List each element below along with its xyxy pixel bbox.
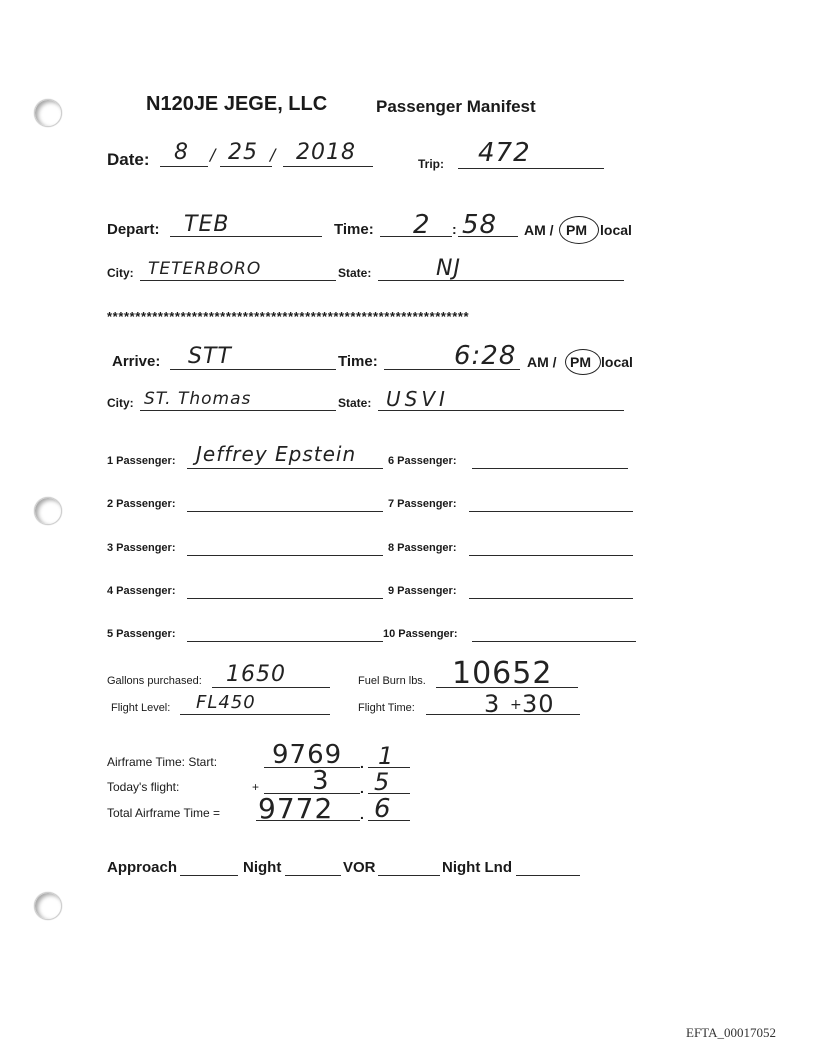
passenger-1-line [187, 468, 383, 469]
passenger-10-line [472, 641, 636, 642]
binder-hole-bottom [34, 892, 62, 920]
passenger-8-line [469, 555, 633, 556]
passenger-7-label: 7 Passenger: [388, 498, 457, 510]
flight-time-separator: + [510, 697, 523, 713]
arrive-am-option: AM / [527, 354, 557, 370]
total-airframe-label: Total Airframe Time = [107, 806, 221, 820]
total-airframe-dot: . [360, 806, 364, 822]
depart-pm-option: PM [566, 222, 587, 238]
passenger-6-label: 6 Passenger: [388, 455, 457, 467]
passenger-10-label: 10 Passenger: [383, 628, 458, 640]
date-month-line [160, 166, 208, 167]
vor-line [378, 875, 440, 876]
gallons-line [212, 687, 330, 688]
arrive-state-value: USVI [386, 387, 449, 411]
todays-flight-decimal: 5 [374, 768, 391, 796]
arrive-value: STT [188, 344, 232, 369]
passenger-1-label: 1 Passenger: [107, 455, 176, 467]
passenger-5-line [187, 641, 383, 642]
passenger-1-value: Jeffrey Epstein [196, 442, 357, 466]
arrive-line [170, 369, 336, 370]
depart-state-label: State: [338, 266, 372, 280]
depart-am-option: AM / [524, 222, 554, 238]
arrive-city-value: ST. Thomas [144, 389, 252, 409]
night-label: Night [243, 859, 282, 876]
binder-hole-top [34, 99, 62, 127]
todays-flight-plus: + [252, 780, 260, 794]
airframe-start-decimal: 1 [378, 742, 395, 770]
date-year-line [283, 166, 373, 167]
section-separator: **************************************************************** [107, 309, 470, 324]
binder-hole-middle [34, 497, 62, 525]
arrive-time-label: Time: [338, 353, 378, 370]
total-airframe-whole: 9772 [258, 792, 334, 825]
night-lnd-label: Night Lnd [442, 859, 512, 876]
document-id: EFTA_00017052 [686, 1025, 776, 1040]
passenger-2-label: 2 Passenger: [107, 498, 176, 510]
depart-city-line [140, 280, 336, 281]
gallons-value: 1650 [226, 662, 286, 687]
arrive-pm-circle [565, 349, 601, 375]
gallons-label: Gallons purchased: [107, 675, 202, 687]
passenger-4-line [187, 598, 383, 599]
approach-label: Approach [107, 859, 178, 876]
night-line [285, 875, 341, 876]
depart-hour-value: 2 [413, 210, 431, 240]
passenger-3-label: 3 Passenger: [107, 542, 176, 554]
fuel-burn-label: Fuel Burn lbs. [358, 675, 426, 687]
flight-time-label: Flight Time: [358, 702, 415, 714]
date-sep-2: / [270, 145, 277, 164]
passenger-4-label: 4 Passenger: [107, 585, 176, 597]
flight-level-label: Flight Level: [111, 702, 171, 714]
depart-state-line [378, 280, 624, 281]
flight-time-minutes: 30 [522, 690, 555, 718]
form-subtitle: Passenger Manifest [376, 97, 536, 116]
flight-time-line [426, 714, 580, 715]
depart-city-label: City: [107, 266, 134, 280]
trip-line [458, 168, 604, 169]
date-day-line [220, 166, 272, 167]
depart-city-value: TETERBORO [148, 259, 262, 279]
passenger-8-label: 8 Passenger: [388, 542, 457, 554]
flight-level-value: FL450 [196, 692, 256, 713]
passenger-9-label: 9 Passenger: [388, 585, 457, 597]
todays-flight-whole: 3 [312, 766, 330, 796]
vor-label: VOR [343, 859, 376, 876]
arrive-state-label: State: [338, 396, 372, 410]
depart-time-colon: : [452, 221, 457, 237]
arrive-city-label: City: [107, 396, 134, 410]
approach-line [180, 875, 238, 876]
flight-level-line [180, 714, 330, 715]
night-lnd-line [516, 875, 580, 876]
date-label: Date: [107, 150, 150, 169]
depart-state-value: NJ [436, 256, 461, 281]
depart-label: Depart: [107, 221, 160, 238]
arrive-local-label: local [601, 354, 633, 370]
todays-flight-dot: . [360, 780, 364, 796]
flight-time-hours: 3 [484, 690, 501, 718]
passenger-6-line [472, 468, 628, 469]
trip-label: Trip: [418, 157, 444, 171]
arrive-label: Arrive: [112, 353, 161, 370]
arrive-pm-option: PM [570, 354, 591, 370]
depart-minute-value: 58 [462, 210, 498, 240]
airframe-start-label: Airframe Time: Start: [107, 755, 218, 769]
passenger-2-line [187, 511, 383, 512]
date-year-value: 2018 [296, 140, 356, 165]
form-title: N120JE JEGE, LLC [146, 93, 328, 115]
date-sep-1: / [210, 145, 217, 164]
depart-time-label: Time: [334, 221, 374, 238]
airframe-start-dot: . [360, 755, 364, 771]
fuel-burn-value: 10652 [452, 656, 553, 691]
passenger-9-line [469, 598, 633, 599]
passenger-7-line [469, 511, 633, 512]
depart-local-label: local [600, 222, 632, 238]
date-month-value: 8 [174, 140, 189, 165]
todays-flight-label: Today's flight: [107, 780, 180, 794]
passenger-3-line [187, 555, 383, 556]
total-airframe-decimal: 6 [374, 794, 392, 824]
passenger-5-label: 5 Passenger: [107, 628, 176, 640]
airframe-start-whole: 9769 [272, 740, 343, 770]
arrive-time-value: 6:28 [454, 341, 517, 371]
arrive-city-line [140, 410, 336, 411]
depart-pm-circle [559, 216, 599, 244]
date-day-value: 25 [228, 140, 258, 165]
depart-value: TEB [184, 212, 230, 237]
trip-value: 472 [478, 138, 531, 168]
